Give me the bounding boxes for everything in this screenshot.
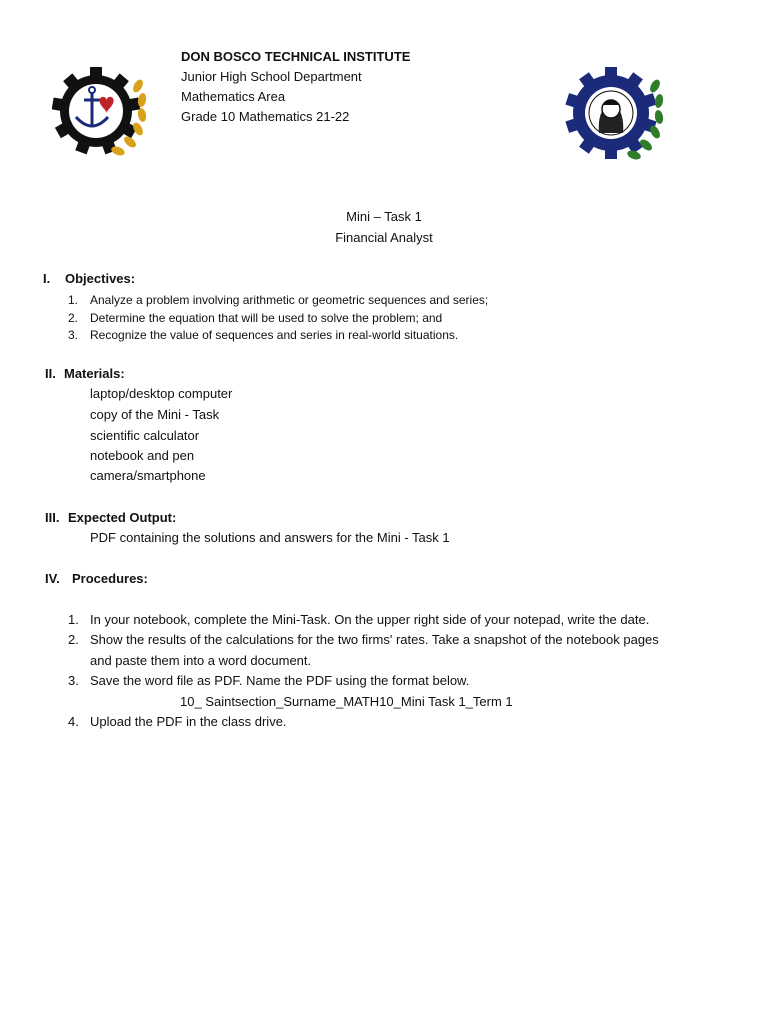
list-item-text: Show the results of the calculations for the two firms' rates. Take a snapshot of the notebook pages [90,632,659,647]
list-item-text: Analyze a problem involving arithmetic or geometric sequences and series; [90,293,489,307]
list-item-text: Upload the PDF in the class drive. [90,714,287,729]
list-item-number: 3. [68,328,79,342]
task-subtitle: Financial Analyst [335,230,433,245]
school-header [181,47,410,127]
course-name: Grade 10 Mathematics 21-22 [181,109,350,124]
expected-output-numeral: III. [45,510,60,525]
list-item-text: Recognize the value of sequences and series in real-world situations. [90,328,459,342]
objectives-heading: Objectives: [65,271,136,286]
procedures-heading: Procedures: [72,571,148,586]
task-title: Mini – Task 1 [346,209,422,224]
materials-item: camera/smartphone [90,468,206,483]
materials-item: notebook and pen [90,448,195,463]
materials-heading: Materials: [64,366,125,381]
procedures-numeral: IV. [45,571,60,586]
subject-area: Mathematics Area [181,89,286,104]
school-crest-logo [52,62,148,160]
list-item-number: 1. [68,612,79,627]
materials-numeral: II. [45,366,56,381]
school-name: DON BOSCO TECHNICAL INSTITUTE [181,49,411,64]
expected-output-heading: Expected Output: [68,510,177,525]
materials-item: copy of the Mini - Task [90,407,220,422]
list-item-text: Save the word file as PDF. Name the PDF using the format below. [90,673,470,688]
list-item-number: 1. [68,293,79,307]
list-item-number: 3. [68,673,79,688]
list-item-number: 2. [68,311,79,325]
objectives-list [68,293,728,353]
objectives-numeral: I. [43,271,51,286]
list-item-text: Determine the equation that will be used to solve the problem; and [90,311,443,325]
list-item-number: 2. [68,632,79,647]
filename-format: 10_ Saintsection_Surname_MATH10_Mini Task 1_Term 1 [180,694,513,709]
procedures-list [68,612,748,737]
list-item-text: and paste them into a word document. [90,653,312,668]
materials-item: scientific calculator [90,428,200,443]
list-item-text: In your notebook, complete the Mini-Task. On the upper right side of your notepad, write the date. [90,612,650,627]
department-name: Junior High School Department [181,69,362,84]
list-item-number: 4. [68,714,79,729]
expected-output-text: PDF containing the solutions and answers for the Mini - Task 1 [90,530,450,545]
don-bosco-educational-centers-logo [565,62,665,164]
materials-item: laptop/desktop computer [90,386,233,401]
